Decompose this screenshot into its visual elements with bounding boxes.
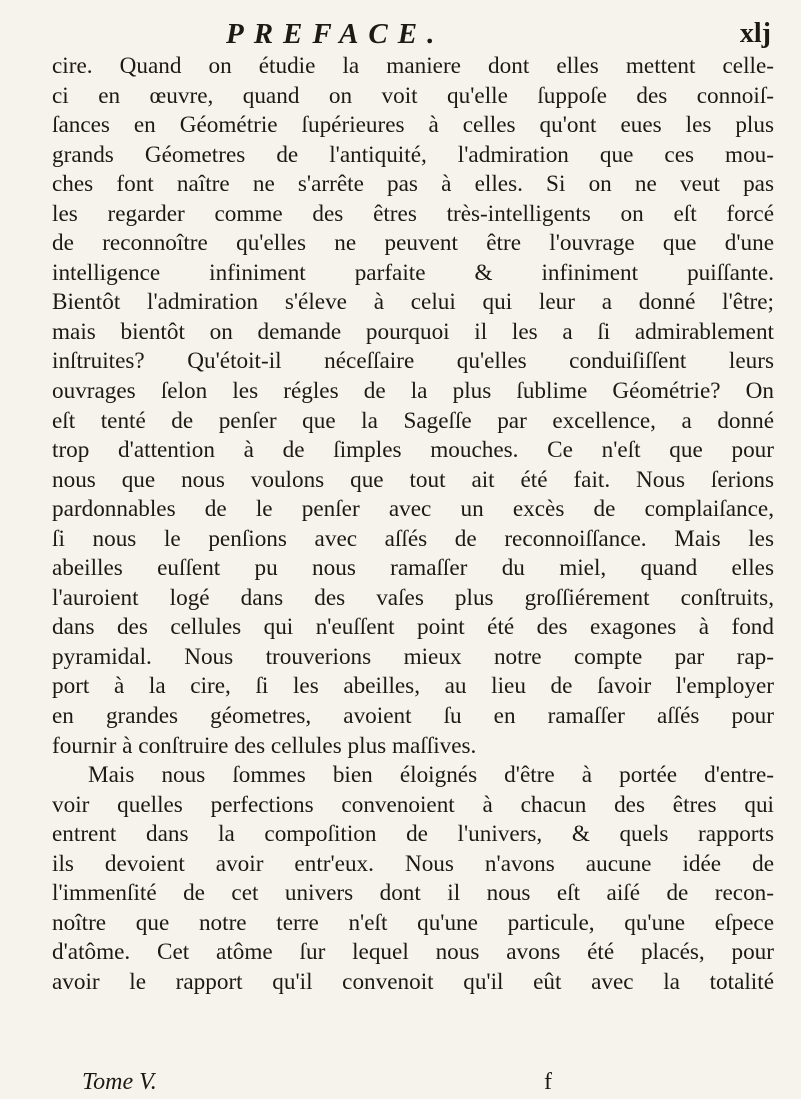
text-line: cire. Quand on étudie la maniere dont elles mettent celle- (52, 53, 774, 79)
text-line: l'auroient logé dans des vaſes plus groſſiérement conſtruits, (52, 584, 774, 611)
page-footer (82, 1067, 552, 1099)
page-header (226, 14, 771, 54)
volume-label: Tome V. (82, 1069, 157, 1095)
text-line: abeilles euſſent pu nous ramaſſer du miel, quand elles (52, 555, 774, 582)
text-line: pyramidal. Nous trouverions mieux notre compte par rap- (52, 643, 774, 670)
paragraph-start-line: Mais nous ſommes bien éloignés d'être à portée d'entre- (88, 762, 774, 789)
paragraph-end-line: fournir à conſtruire des cellules plus maſſives. (52, 732, 477, 759)
text-line: voir quelles perfections convenoient à chacun des êtres qui (52, 791, 774, 818)
text-line: pardonnables de le penſer avec un excès de complaiſance, (52, 496, 774, 523)
body-text (52, 52, 774, 998)
text-line: grands Géometres de l'antiquité, l'admiration que ces mou- (52, 141, 774, 168)
text-line: ils devoient avoir entr'eux. Nous n'avons aucune idée de (52, 850, 774, 877)
text-line: mais bientôt on demande pourquoi il les a ſi admirablement (52, 318, 774, 345)
text-line: dans des cellules qui n'euſſent point été des exagones à fond (52, 614, 774, 641)
page-number: xlj (739, 18, 771, 49)
text-line: l'immenſité de cet univers dont il nous eſt aiſé de recon- (52, 880, 774, 907)
text-line: port à la cire, ſi les abeilles, au lieu de ſavoir l'employer (52, 673, 774, 700)
running-title: PREFACE. (226, 18, 445, 50)
text-line: intelligence infiniment parfaite & infiniment puiſſante. (52, 259, 774, 286)
text-line: les regarder comme des êtres très-intelligents on eſt forcé (52, 200, 774, 227)
text-line: trop d'attention à de ſimples mouches. Ce n'eſt que pour (52, 437, 774, 464)
text-line: nous que nous voulons que tout ait été fait. Nous ſerions (52, 466, 774, 493)
text-line: noître que notre terre n'eſt qu'une particule, qu'une eſpece (52, 909, 774, 936)
text-line: d'atôme. Cet atôme ſur lequel nous avons été placés, pour (52, 939, 774, 966)
text-line: inſtruites? Qu'étoit-il néceſſaire qu'elles conduiſiſſent leurs (52, 348, 774, 375)
text-line: de reconnoître qu'elles ne peuvent être l'ouvrage que d'une (52, 230, 774, 257)
text-line: eſt tenté de penſer que la Sageſſe par excellence, a donné (52, 407, 774, 434)
text-line: Bientôt l'admiration s'éleve à celui qui leur a donné l'être; (52, 289, 774, 316)
text-line: entrent dans la compoſition de l'univers, & quels rapports (52, 821, 774, 848)
text-line: ches font naître ne s'arrête pas à elles. Si on ne veut pas (52, 171, 774, 198)
text-line: en grandes géometres, avoient ſu en ramaſſer aſſés pour (52, 703, 774, 730)
text-line: ſances en Géométrie ſupérieures à celles qu'ont eues les plus (52, 112, 774, 139)
text-line: ſi nous le penſions avec aſſés de reconnoiſſance. Mais les (52, 525, 774, 552)
text-line: avoir le rapport qu'il convenoit qu'il eût avec la totalité (52, 968, 774, 995)
signature-mark: f (544, 1069, 552, 1095)
text-line: ouvrages ſelon les régles de la plus ſublime Géométrie? On (52, 378, 774, 405)
text-line: ci en œuvre, quand on voit qu'elle ſuppoſe des connoiſ- (52, 82, 774, 109)
